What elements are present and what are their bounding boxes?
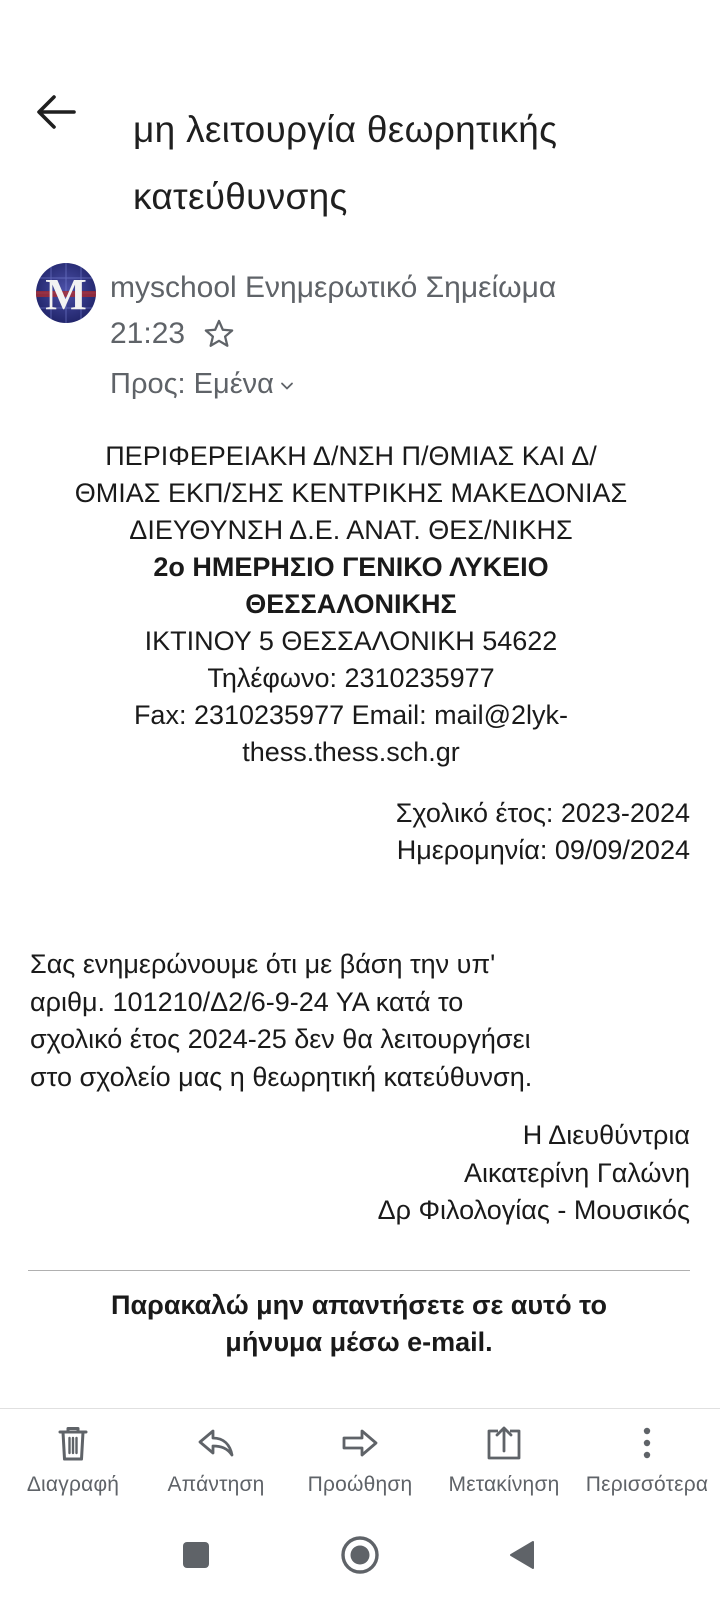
school-name-line: ΘΕΣΣΑΛΟΝΙΚΗΣ: [245, 589, 457, 619]
arrow-left-icon: [34, 90, 78, 134]
letterhead-line: ΠΕΡΙΦΕΡΕΙΑΚΗ Δ/ΝΣΗ Π/ΘΜΙΑΣ ΚΑΙ Δ/: [105, 441, 597, 471]
email-signature: [378, 1117, 690, 1230]
footer-note-line: Παρακαλώ μην απαντήσετε σε αυτό το: [111, 1290, 607, 1320]
home-circle-icon: [339, 1534, 381, 1576]
email-meta-row: [110, 316, 237, 352]
email-time: 21:23: [110, 317, 186, 350]
more-button[interactable]: [578, 1409, 716, 1511]
signature-role: Η Διευθύντρια: [522, 1120, 690, 1150]
email-action-bar: [0, 1408, 720, 1511]
message-line: στο σχολείο μας η θεωρητική κατεύθυνση.: [30, 1061, 533, 1092]
star-outline-icon: [202, 317, 236, 351]
delete-label: Διαγραφή: [26, 1473, 120, 1496]
recents-button[interactable]: [170, 1529, 222, 1581]
trash-icon: [53, 1423, 93, 1463]
forward-icon: [339, 1423, 381, 1463]
school-email-domain: thess.thess.sch.gr: [242, 737, 460, 767]
sender-name: myschool Ενημερωτικό Σημείωμα: [110, 271, 557, 304]
school-fax-email: Fax: 2310235977 Email: mail@2lyk-: [133, 700, 569, 730]
more-vertical-icon: [637, 1423, 657, 1463]
system-nav-bar: [0, 1510, 720, 1600]
letter-date: Ημερομηνία: 09/09/2024: [396, 835, 690, 865]
avatar-image: [36, 263, 96, 323]
back-button[interactable]: [30, 86, 82, 138]
letterhead-line: ΘΜΙΑΣ ΕΚΠ/ΣΗΣ ΚΕΝΤΡΙΚΗΣ ΜΑΚΕΔΟΝΙΑΣ: [74, 478, 628, 508]
email-message: [30, 946, 690, 1096]
subject-line-1: μη λειτουργία θεωρητικής: [133, 109, 558, 150]
email-subject: [133, 96, 693, 230]
do-not-reply-note: [28, 1287, 690, 1361]
forward-button[interactable]: [300, 1409, 420, 1511]
system-back-button[interactable]: [496, 1529, 548, 1581]
school-address: ΙΚΤΙΝΟΥ 5 ΘΕΣΣΑΛΟΝΙΚΗ 54622: [144, 626, 558, 656]
more-label: Περισσότερα: [585, 1473, 709, 1496]
recipient-label: Προς: Εμένα: [110, 368, 274, 400]
footer-divider: [28, 1270, 690, 1271]
delete-button[interactable]: [13, 1409, 133, 1511]
message-line: σχολικό έτος 2024-25 δεν θα λειτουργήσει: [30, 1024, 531, 1054]
signature-name: Αικατερίνη Γαλώνη: [463, 1157, 690, 1188]
reply-label: Απάντηση: [167, 1473, 265, 1496]
move-icon: [482, 1423, 526, 1463]
back-triangle-icon: [505, 1538, 539, 1572]
chevron-down-icon: [278, 377, 296, 395]
move-label: Μετακίνηση: [448, 1473, 560, 1496]
home-button[interactable]: [334, 1529, 386, 1581]
forward-label: Προώθηση: [307, 1473, 413, 1496]
signature-title: Δρ Φιλολογίας - Μουσικός: [377, 1195, 690, 1225]
school-phone: Τηλέφωνο: 2310235977: [207, 663, 495, 693]
svg-text:M: M: [45, 270, 87, 319]
school-name-line: 2ο ΗΜΕΡΗΣΙΟ ΓΕΝΙΚΟ ΛΥΚΕΙΟ: [153, 552, 549, 582]
recipient-details-toggle[interactable]: [110, 366, 296, 402]
recents-square-icon: [180, 1539, 212, 1571]
year-date-block: [396, 795, 690, 869]
sender-avatar[interactable]: [36, 263, 96, 323]
message-line: Σας ενημερώνουμε ότι με βάση την υπ': [30, 949, 496, 979]
reply-button[interactable]: [156, 1409, 276, 1511]
star-button[interactable]: [201, 316, 237, 352]
subject-line-2: κατεύθυνσης: [133, 176, 348, 217]
footer-note-line: μήνυμα μέσω e-mail.: [225, 1327, 493, 1357]
letterhead-line: ΔΙΕΥΘΥΝΣΗ Δ.Ε. ΑΝΑΤ. ΘΕΣ/ΝΙΚΗΣ: [129, 515, 573, 545]
school-year: Σχολικό έτος: 2023-2024: [395, 798, 690, 828]
message-line: αριθμ. 101210/Δ2/6-9-24 ΥΑ κατά το: [30, 986, 464, 1017]
reply-icon: [195, 1423, 237, 1463]
email-letterhead: [28, 438, 674, 771]
move-button[interactable]: [438, 1409, 570, 1511]
